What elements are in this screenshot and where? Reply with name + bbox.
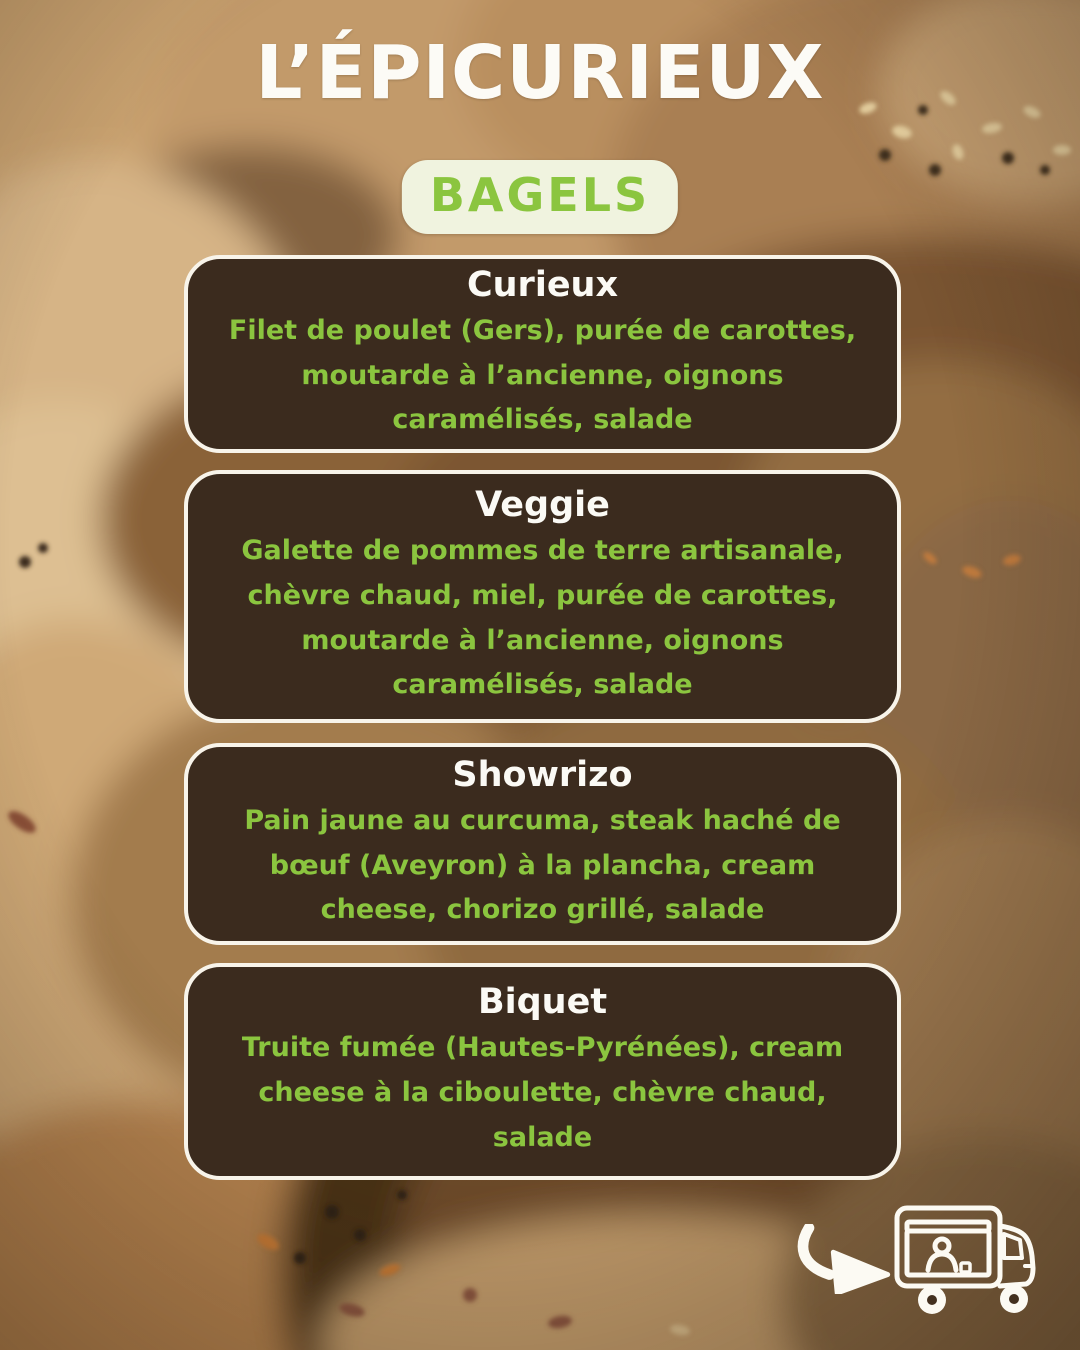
menu-item-description: Filet de poulet (Gers), purée de carottes, moutarde à l’ancienne, oignons caramélisés, salade xyxy=(228,314,857,436)
menu-card-biquet xyxy=(184,963,901,1180)
menu-card-showrizo xyxy=(184,743,901,945)
menu-item-description: Pain jaune au curcuma, steak haché de bœuf (Aveyron) à la plancha, cream cheese, chorizo grillé, salade xyxy=(244,804,841,926)
category-badge-label: BAGELS xyxy=(429,168,651,222)
category-badge xyxy=(402,160,678,234)
food-truck-icon xyxy=(890,1198,1056,1318)
brand-title: L’ÉPICURIEUX xyxy=(255,30,825,116)
menu-item-description: Truite fumée (Hautes-Pyrénées), cream cheese à la ciboulette, chèvre chaud, salade xyxy=(241,1032,844,1153)
menu-item-name: Veggie xyxy=(475,484,610,525)
menu-item-name: Showrizo xyxy=(452,754,633,795)
menu-item-name: Curieux xyxy=(466,264,619,305)
menu-card-veggie xyxy=(184,470,901,723)
menu-item-description: Galette de pommes de terre artisanale, chèvre chaud, miel, purée de carottes, moutarde à l’ancienne, oignons caramélisés, salade xyxy=(241,534,844,701)
menu-item-name: Biquet xyxy=(477,982,608,1023)
menu-card-curieux xyxy=(184,255,901,453)
curved-arrow-icon xyxy=(793,1224,893,1294)
